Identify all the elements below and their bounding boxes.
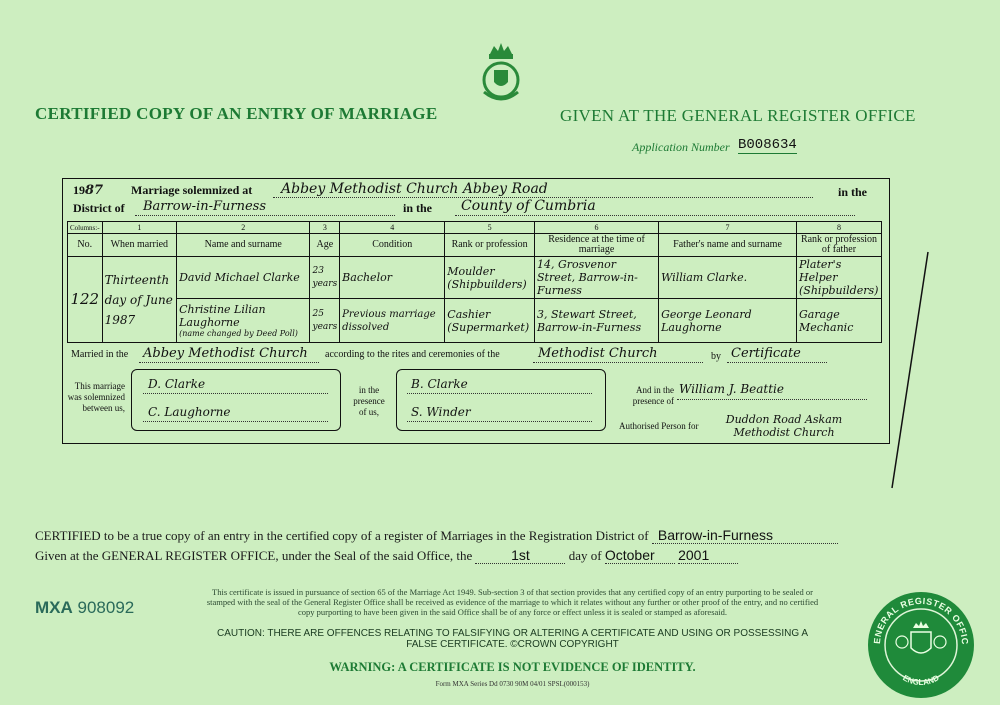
bride-father: George Leonard Laughorne (659, 299, 797, 343)
certification-day: 1st (475, 547, 565, 564)
solemnized-place: Abbey Methodist Church Abbey Road (281, 181, 548, 197)
caution-notice: CAUTION: THERE ARE OFFENCES RELATING TO FALSIFYING OR ALTERING A CERTIFICATE AND USING OR POSSESSING A FALSE CERTIFICATE. ©CROWN COPYRIGHT (216, 628, 809, 650)
by-value: Certificate (731, 346, 801, 361)
when-married: Thirteenth day of June 1987 (102, 257, 177, 343)
solemnized-label: Marriage solemnized at (131, 183, 253, 197)
solemnized-between-label: This marriage was solemnized between us, (67, 381, 125, 413)
bride-age: 25 years (310, 299, 340, 343)
rites-label: according to the rites and ceremonies of the (325, 349, 500, 360)
in-the-label-2: in the (403, 201, 433, 215)
cancellation-stroke (890, 250, 930, 490)
column-number: 5 (445, 222, 535, 234)
seal-text: ENERAL REGISTER OFFIC (871, 595, 971, 646)
column-header: No. (68, 234, 103, 257)
groom-residence: 14, Grosvenor Street, Barrow-in-Furness (535, 257, 659, 299)
witness1-signature: B. Clarke (411, 377, 468, 391)
authorised-for-value: Duddon Road Askam Methodist Church (725, 413, 843, 439)
groom-age: 23 years (310, 257, 340, 299)
married-in-value: Abbey Methodist Church (143, 346, 308, 361)
column-header: When married (102, 234, 177, 257)
groom-father: William Clarke. (659, 257, 797, 299)
column-header: Age (310, 234, 340, 257)
certification-month: October (605, 547, 675, 564)
form-code: Form MXA Series Dd 0730 90M 04/01 SPSL(000153) (435, 680, 590, 688)
entry-number: 122 (68, 257, 103, 343)
legal-small-print: This certificate is issued in pursuance of section 65 of the Marriage Act 1949. Sub-section 3 of that section provides that any certified copy of an entry purporting to be sealed or stamped with the seal of the General Register Office shall be received as evidence of the marriage to which it relates without any further or other proof of the entry, and no certified copy purporting to have been given in the said Office shall be of any force or effect unless it is sealed or stamped as aforesaid. (206, 587, 819, 617)
bride-name-cell (177, 299, 310, 343)
groom-condition: Bachelor (340, 257, 445, 299)
district-label: District of (73, 201, 125, 215)
certification-text: CERTIFIED to be a true copy of an entry in the certified copy of a register of Marriages in the Registration District of (35, 528, 649, 543)
entry-table (67, 221, 882, 343)
witness2-signature: S. Winder (411, 405, 471, 419)
seal-country: ENGLAND (901, 673, 941, 688)
party2-signature: C. Laughorne (148, 405, 231, 419)
column-number: 2 (177, 222, 310, 234)
column-header: Residence at the time of marriage (535, 234, 659, 257)
issuing-office-title: GIVEN AT THE GENERAL REGISTER OFFICE (560, 106, 916, 125)
bride-name-note: (name changed by Deed Poll) (179, 329, 298, 338)
serial-digits: 908092 (77, 598, 135, 617)
authorised-person-label: Authorised Person for (619, 421, 699, 431)
certification-year: 2001 (678, 547, 738, 564)
groom-profession: Moulder (Shipbuilders) (445, 257, 535, 299)
year-suffix: 87 (85, 183, 104, 198)
certification-text-2: Given at the GENERAL REGISTER OFFICE, under the Seal of the said Office, the (35, 548, 473, 563)
column-number: 6 (535, 222, 659, 234)
identity-warning: WARNING: A CERTIFICATE IS NOT EVIDENCE OF IDENTITY. (329, 660, 696, 674)
groom-father-profession: Plater's Helper (Shipbuilders) (797, 257, 882, 299)
register-entry (62, 178, 890, 444)
bride-profession: Cashier (Supermarket) (445, 299, 535, 343)
bride-residence: 3, Stewart Street, Barrow-in-Furness (535, 299, 659, 343)
seal-graphic-icon (866, 590, 976, 700)
certification-line-2 (35, 547, 738, 564)
certification-line-1 (35, 527, 838, 544)
column-header: Father's name and surname (659, 234, 797, 257)
certificate-title: CERTIFIED COPY OF AN ENTRY OF MARRIAGE (35, 104, 438, 123)
and-in-presence-label: And in the presence of (632, 385, 674, 406)
bride-name: Christine Lilian Laughorne (179, 303, 266, 329)
column-header: Condition (340, 234, 445, 257)
day-of-label: day of (568, 548, 602, 563)
registrar-signature: William J. Beattie (679, 382, 784, 396)
columns-label: Columns:- (68, 222, 103, 234)
column-header: Name and surname (177, 234, 310, 257)
gro-seal (866, 590, 976, 700)
presence-label: in the presence of us, (353, 385, 385, 417)
serial-number (35, 598, 134, 618)
column-header: Rank or profession (445, 234, 535, 257)
party1-signature: D. Clarke (148, 377, 206, 391)
in-the-label: in the (838, 185, 868, 199)
county-value: County of Cumbria (461, 198, 596, 214)
application-number: B008634 (738, 137, 797, 153)
groom-name: David Michael Clarke (177, 257, 310, 299)
year-prefix: 19 (73, 183, 85, 197)
bride-condition: Previous marriage dissolved (340, 299, 445, 343)
royal-crest-icon (472, 40, 530, 110)
column-number: 7 (659, 222, 797, 234)
certification-district: Barrow-in-Furness (652, 527, 838, 544)
column-number: 8 (797, 222, 882, 234)
column-number: 4 (340, 222, 445, 234)
district-value: Barrow-in-Furness (143, 199, 267, 214)
by-label: by (711, 351, 721, 362)
married-in-label: Married in the (71, 349, 129, 360)
column-number: 1 (102, 222, 177, 234)
column-number: 3 (310, 222, 340, 234)
rites-value: Methodist Church (538, 346, 658, 361)
bride-father-profession: Garage Mechanic (797, 299, 882, 343)
serial-prefix: MXA (35, 598, 73, 617)
application-number-label: Application Number (632, 140, 730, 154)
column-header: Rank or profession of father (797, 234, 882, 257)
